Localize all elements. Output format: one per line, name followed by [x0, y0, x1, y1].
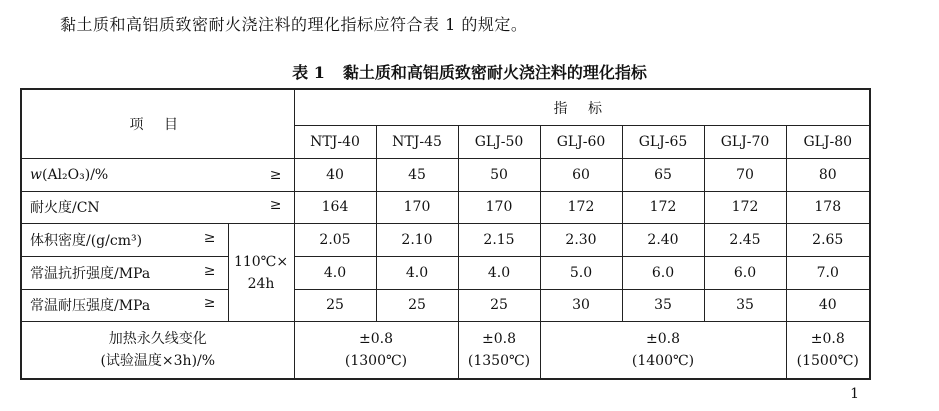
label-text: 体积密度/(g/cm³) — [30, 233, 143, 250]
plc-label-line: (试验温度×3h)/% — [100, 353, 216, 370]
plc-temp: (1350℃) — [467, 353, 531, 370]
plc-group — [540, 322, 786, 379]
table-cell: 35 — [704, 289, 786, 322]
row-label — [21, 158, 294, 191]
label-text: 常温抗折强度/MPa — [30, 265, 151, 282]
label-text: (Al₂O₃)/% — [41, 166, 109, 183]
table-cell: 7.0 — [786, 256, 870, 289]
table-cell: 40 — [294, 158, 376, 191]
ge-symbol: ≥ — [203, 295, 216, 312]
table-cell: 25 — [376, 289, 458, 322]
table-cell: 172 — [540, 191, 622, 224]
item-header: 项 目 — [21, 89, 294, 158]
plc-value: ±0.8 — [810, 331, 845, 348]
plc-group — [458, 322, 540, 379]
grade-header: GLJ-65 — [622, 126, 704, 159]
table-row — [21, 224, 870, 257]
table-cell: 2.40 — [622, 224, 704, 257]
table-cell: 170 — [458, 191, 540, 224]
plc-value: ±0.8 — [482, 331, 517, 348]
table-cell: 30 — [540, 289, 622, 322]
spec-table — [20, 88, 871, 380]
label-text: 耐火度/CN — [30, 200, 100, 217]
table-cell: 35 — [622, 289, 704, 322]
table-cell: 2.05 — [294, 224, 376, 257]
table-cell: 172 — [622, 191, 704, 224]
table-title: 黏土质和高铝质致密耐火浇注料的理化指标 — [342, 63, 647, 82]
table-caption — [0, 60, 939, 83]
table-row — [21, 289, 870, 322]
table-row — [21, 322, 870, 379]
test-condition — [228, 224, 294, 322]
table-cell: 2.45 — [704, 224, 786, 257]
plc-label-line: 加热永久线变化 — [108, 331, 207, 348]
row-label — [21, 191, 294, 224]
intro-paragraph: 黏土质和高铝质致密耐火浇注料的理化指标应符合表 1 的规定。 — [60, 15, 528, 34]
grade-header: GLJ-50 — [458, 126, 540, 159]
grade-header: GLJ-80 — [786, 126, 870, 159]
condition-line: 110℃× — [233, 253, 289, 270]
ge-symbol: ≥ — [203, 230, 216, 247]
plc-group — [294, 322, 458, 379]
table-cell: 25 — [458, 289, 540, 322]
table-row — [21, 256, 870, 289]
table-row — [21, 191, 870, 224]
table-cell: 5.0 — [540, 256, 622, 289]
table-cell: 4.0 — [376, 256, 458, 289]
grade-header: GLJ-60 — [540, 126, 622, 159]
plc-temp: (1400℃) — [631, 353, 695, 370]
row-label — [21, 256, 228, 289]
grade-header: NTJ-40 — [294, 126, 376, 159]
grade-header: GLJ-70 — [704, 126, 786, 159]
table-cell: 164 — [294, 191, 376, 224]
table-cell: 2.10 — [376, 224, 458, 257]
table-cell: 2.30 — [540, 224, 622, 257]
ge-symbol: ≥ — [269, 166, 282, 183]
table-cell: 2.65 — [786, 224, 870, 257]
table-cell: 65 — [622, 158, 704, 191]
table-number: 表 1 — [292, 63, 325, 82]
grade-header: NTJ-45 — [376, 126, 458, 159]
table-cell: 4.0 — [294, 256, 376, 289]
plc-value: ±0.8 — [359, 331, 394, 348]
plc-group — [786, 322, 870, 379]
table-cell: 4.0 — [458, 256, 540, 289]
table-cell: 40 — [786, 289, 870, 322]
table-cell: 178 — [786, 191, 870, 224]
condition-line: 24h — [247, 275, 275, 292]
label-italic-w: w — [30, 166, 42, 183]
plc-temp: (1500℃) — [796, 353, 859, 370]
table-cell: 172 — [704, 191, 786, 224]
table-cell: 50 — [458, 158, 540, 191]
table-cell: 45 — [376, 158, 458, 191]
index-header: 指 标 — [294, 89, 870, 126]
table-cell: 60 — [540, 158, 622, 191]
table-cell: 25 — [294, 289, 376, 322]
table-cell: 6.0 — [704, 256, 786, 289]
plc-temp: (1300℃) — [344, 353, 408, 370]
ge-symbol: ≥ — [203, 262, 216, 279]
label-text: 常温耐压强度/MPa — [30, 298, 151, 315]
page-number: 1 — [850, 386, 859, 402]
table-cell: 80 — [786, 158, 870, 191]
plc-value: ±0.8 — [646, 331, 681, 348]
table-cell: 6.0 — [622, 256, 704, 289]
table-cell: 170 — [376, 191, 458, 224]
table-cell: 2.15 — [458, 224, 540, 257]
ge-symbol: ≥ — [269, 197, 282, 214]
row-label — [21, 289, 228, 322]
row-label — [21, 224, 228, 257]
table-row — [21, 158, 870, 191]
plc-label — [21, 322, 294, 379]
table-cell: 70 — [704, 158, 786, 191]
